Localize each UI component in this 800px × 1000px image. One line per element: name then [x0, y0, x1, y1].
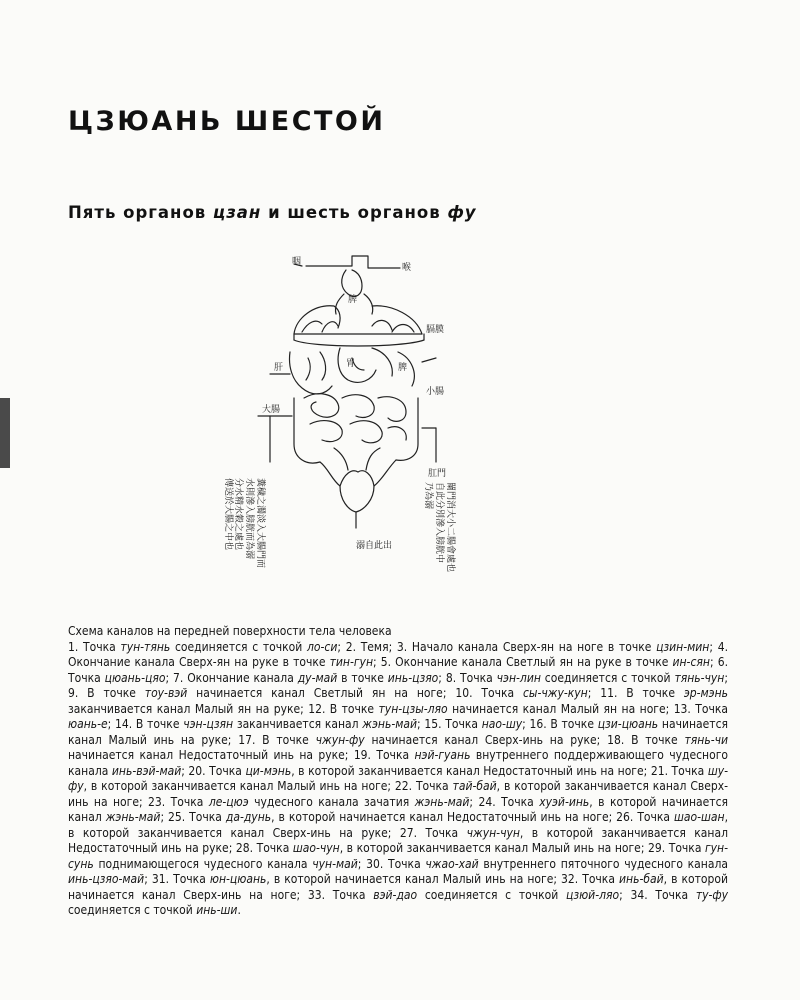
caption-text: , в которой начинается канал Сверх-инь на ноге; 33. Точка	[68, 872, 728, 902]
caption-term: да-дунь	[225, 810, 272, 824]
figure-note-left-3: 糞穢之濁淡入大腸門而	[255, 478, 265, 569]
caption-term: ду-май	[297, 670, 338, 685]
caption-text: ; 31. Точка	[144, 872, 210, 886]
caption-text: начинается канал Недостаточный инь на руке; 19. Точка	[68, 748, 415, 762]
caption-term: тун-цзы-ляо	[378, 701, 448, 716]
section-title-part2: и шесть органов	[261, 203, 448, 222]
caption-term: тянь-чи	[684, 732, 728, 747]
figure-label-top-right: 喉	[402, 263, 412, 273]
caption-text: внутреннего поддерживающего чудесного канала	[68, 748, 728, 778]
page-edge-mark	[0, 398, 10, 468]
caption-text: начинается канал Сверх-инь на руке; 18. В точке	[364, 732, 685, 747]
caption-term: жэнь-май	[105, 810, 161, 824]
section-title-emphasis-2: фу	[447, 203, 477, 222]
caption-text: ; 8. Точка	[438, 670, 497, 685]
figure-note-right-3: 乃為溺	[423, 482, 433, 510]
caption-text: ; 34. Точка	[619, 887, 696, 902]
caption-title: Схема каналов на передней поверхности тела человека	[68, 624, 392, 638]
figure-label-small-intestine: 小腸	[426, 387, 445, 397]
caption-term: эр-мэнь	[683, 686, 729, 700]
caption-term: ле-цюэ	[208, 794, 249, 809]
caption-term: чэн-цзян	[183, 717, 234, 731]
caption-text: соединяется с точкой	[540, 670, 675, 685]
caption-term: нэй-гуань	[414, 748, 471, 762]
caption-text: ; 7. Окончание канала	[165, 670, 298, 685]
caption-term: цзин-мин	[656, 639, 710, 654]
caption-text: поднимающегося чудесного канала	[93, 856, 313, 871]
caption-term: жэнь-май	[414, 794, 470, 809]
caption-term: тин-гун	[329, 655, 374, 669]
section-title	[68, 203, 477, 222]
organ-woodcut-icon	[222, 248, 458, 588]
caption-text: , в которой заканчивается канал Недостаточный инь на ноге; 21. Точка	[291, 763, 708, 778]
caption-text: ; 4. Окончание канала Сверх-ян на руке в точке	[68, 639, 728, 669]
caption-term: сы-чжу-кун	[522, 686, 588, 700]
caption-term: вэй-дао	[373, 887, 418, 902]
caption-term: чун-май	[312, 856, 358, 871]
caption-text: в точке	[337, 670, 388, 685]
figure-note-left-1: 分水精水穀之處也	[233, 478, 243, 551]
figure-label-top-left: 咽	[292, 257, 302, 267]
caption-term: цзюй-ляо	[566, 887, 620, 902]
caption-text: , в которой начинается канал Недостаточный инь на ноге; 26. Точка	[271, 810, 674, 824]
section-title-part1: Пять органов	[68, 203, 213, 222]
caption-term: инь-цзяо	[387, 670, 439, 685]
caption-text: соединяется с точкой	[417, 887, 566, 902]
caption-term: шао-шан	[674, 810, 725, 824]
caption-term: инь-бай	[619, 872, 664, 886]
caption-text: соединяется с точкой	[68, 903, 197, 917]
anatomical-illustration	[222, 248, 458, 588]
figure-caption	[68, 624, 728, 919]
caption-text: ; 11. В точке	[587, 686, 684, 700]
caption-text: , в которой заканчивается канал Малый инь на ноге; 22. Точка	[83, 779, 453, 793]
figure-label-anus: 肛門	[428, 469, 447, 479]
figure-label-outlet: 溺自此出	[356, 541, 393, 551]
caption-text: начинается канал Светлый ян на ноге; 10. Точка	[187, 686, 523, 700]
caption-text: ; 16. В точке	[522, 717, 598, 731]
figure-note-left-2: 水則滲入膀胱而為溺	[244, 478, 254, 560]
caption-term: гун-сунь	[68, 841, 728, 871]
caption-text: начинается канал Малый инь на руке; 17. В точке	[68, 717, 728, 747]
caption-text: начинается канал Малый ян на ноге; 13. Точка	[447, 701, 728, 716]
figure-note-left-4: 傳送於大腸之中也	[223, 478, 233, 551]
caption-text: заканчивается канал Малый ян на руке; 12. В точке	[68, 701, 379, 716]
caption-term: ло-си	[307, 639, 338, 654]
caption-term: шу-фу	[68, 763, 729, 793]
caption-text: 1. Точка	[68, 639, 121, 654]
caption-text: , в которой заканчивается канал Сверх-инь на ноге; 23. Точка	[68, 779, 729, 809]
caption-text: ; 9. В точке	[68, 670, 729, 700]
caption-term: чэн-лин	[496, 670, 541, 685]
caption-term: юань-е	[68, 717, 108, 731]
caption-term: юн-цюань	[209, 872, 267, 886]
caption-term: инь-цзяо-май	[68, 872, 145, 886]
caption-term: жэнь-май	[362, 717, 418, 731]
caption-term: инь-ши	[196, 903, 238, 917]
caption-text: ; 25. Точка	[160, 810, 226, 824]
caption-term: тоу-вэй	[144, 686, 188, 700]
caption-term: чжун-чун	[466, 825, 520, 840]
caption-text: , в которой заканчивается канал Малый инь на ноге; 29. Точка	[339, 841, 705, 855]
caption-text: .	[237, 903, 241, 917]
caption-term: тун-тянь	[120, 639, 171, 654]
chapter-title: ЦЗЮАНЬ ШЕСТОЙ	[68, 106, 386, 137]
caption-text: соединяется с точкой	[170, 639, 307, 654]
section-title-emphasis-1: цзан	[212, 203, 262, 222]
caption-text: ; 14. В точке	[107, 717, 184, 731]
caption-text: ; 15. Точка	[417, 717, 482, 731]
figure-label-liver: 肝	[274, 363, 284, 373]
caption-term: хуэй-инь	[539, 794, 590, 809]
caption-term: ин-сян	[672, 655, 710, 669]
caption-term: ту-фу	[695, 887, 728, 902]
caption-text: ; 20. Точка	[181, 763, 246, 778]
caption-text: , в которой начинается канал Малый инь на ноге; 32. Точка	[266, 872, 619, 886]
figure-label-large-intestine: 大腸	[262, 405, 281, 415]
caption-text: ; 5. Окончание канала Светлый ян на руке в точке	[373, 655, 673, 669]
caption-term: тянь-чун	[674, 670, 725, 685]
caption-text: ; 24. Точка	[469, 794, 540, 809]
caption-term: ци-мэнь	[245, 763, 292, 778]
figure-label-throat: 脾	[348, 295, 358, 305]
figure-label-stomach: 胃	[346, 359, 356, 369]
caption-text: , в которой начинается канал	[68, 794, 728, 824]
caption-text: ; 2. Темя; 3. Начало канала Сверх-ян на ноге в точке	[337, 639, 657, 654]
caption-text: заканчивается канал	[233, 717, 363, 731]
figure-note-right-1: 闌門消大小二腸會處也	[445, 482, 455, 573]
caption-term: цзи-цюань	[597, 717, 659, 731]
caption-term: шао-чун	[292, 841, 340, 855]
caption-text: ; 6. Точка	[68, 655, 728, 685]
caption-text: ; 30. Точка	[357, 856, 426, 871]
figure-label-spleen: 脾	[398, 363, 408, 373]
caption-text: чудесного канала зачатия	[248, 794, 415, 809]
caption-term: чжун-фу	[315, 732, 365, 747]
caption-text: , в которой заканчивается канал Недостаточный инь на руке; 28. Точка	[68, 825, 728, 855]
caption-body	[68, 640, 728, 919]
figure-note-right-2: 自此分別滲入膀胱中	[434, 482, 444, 564]
caption-term: чжао-хай	[425, 856, 479, 871]
caption-term: цюань-цяо	[104, 670, 166, 685]
figure-label-diaphragm: 膈膜	[426, 325, 445, 335]
caption-text: , в которой заканчивается канал Сверх-инь на руке; 27. Точка	[68, 810, 728, 840]
caption-term: инь-вэй-май	[111, 763, 182, 778]
caption-term: тай-бай	[452, 779, 497, 793]
caption-term: нао-шу	[481, 717, 523, 731]
caption-text: внутреннего пяточного чудесного канала	[478, 856, 728, 871]
